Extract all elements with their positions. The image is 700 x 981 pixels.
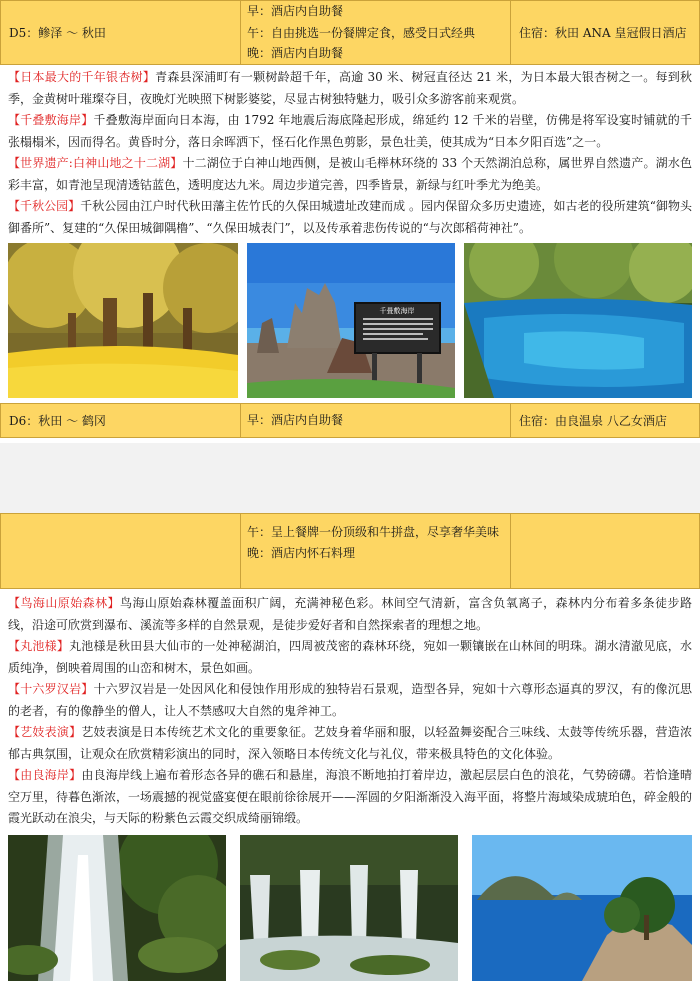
- spot-paragraph: [8, 67, 692, 110]
- blue-pond-photo: [464, 243, 692, 398]
- day6-lunch: 午：呈上餐牌一份顶级和牛拼盘，尽享奢华美味: [247, 525, 500, 539]
- day6-route: D6：秋田 ～ 鹤冈: [1, 404, 241, 437]
- spot-paragraph: [8, 153, 692, 196]
- spot-title: 【千叠敷海岸】: [8, 113, 94, 127]
- spot-text: 由良海岸线上遍布着形态各异的礁石和悬崖，海浪不断地拍打着岸边，激起层层白色的浪花，气势磅礴。若恰逢晴空万里，待暮色渐浓，一场震撼的视觉盛宴便在眼前徐徐展开——浑圆的夕阳渐渐没入海平面，将整片海域染成琥珀色，碎金般的霞光跃动在浪尖，与天际的粉紫色云霞交织成绮丽锦缎。: [8, 768, 693, 825]
- day5-hotel: 住宿：秋田 ANA 皇冠假日酒店: [519, 26, 687, 40]
- spot-text: 十六罗汉岩是一处因风化和侵蚀作用形成的独特岩石景观，造型各异，宛如十六尊形态逼真的罗汉，有的像沉思的老者，有的像静坐的僧人，让人不禁感叹大自然的鬼斧神工。: [8, 682, 692, 718]
- waterfall-photo: [8, 835, 226, 981]
- day6-itinerary-bar: [0, 403, 700, 438]
- spot-paragraph: [8, 636, 692, 679]
- day6-hotel: 住宿：由良温泉 八乙女酒店: [519, 414, 667, 428]
- spot-text: 丸池様是秋田县大仙市的一处神秘湖泊，四周被茂密的森林环绕，宛如一颗镶嵌在山林间的明珠。湖水清澈见底，水质纯净，倒映着周围的山峦和树木，景色如画。: [8, 639, 692, 675]
- spot-text: 青森县深浦町有一颗树龄超千年，高逾 30 米、树冠直径达 21 米，为日本最大银杏树之一。每到秋季，金黄树叶璀璨夺目，夜晚灯光映照下树影婆娑，尽显古树独特魅力，吸引众多游客前来观赏。: [8, 70, 692, 106]
- yura-coast-photo: [472, 835, 692, 981]
- day6-continued-bar: [0, 513, 700, 589]
- ginkgo-tree-photo: [8, 243, 238, 398]
- spot-paragraph: [8, 110, 692, 153]
- spot-text: 千叠敷海岸面向日本海，由 1792 年地震后海底隆起形成，绵延约 12 千米的岩壁，仿佛是将军设宴时铺就的千张榻榻米，因而得名。黄昏时分，落日余晖洒下，怪石化作黑色剪影，景色壮美，使其成为“日本夕阳百选”之一。: [8, 113, 692, 149]
- day6-continued-route: [1, 514, 241, 588]
- spot-text: 十二湖位于白神山地西侧，是被山毛榉林环绕的 33 个天然湖泊总称，属世界自然遗产。湖水色彩丰富，如青池呈现清透钴蓝色，透明度达九米。周边步道完善，四季皆景，新绿与红叶季尤为绝美。: [8, 156, 692, 192]
- day6-description: [0, 589, 700, 830]
- day5-breakfast: 早：酒店内自助餐: [247, 4, 344, 18]
- day5-dinner: 晚：酒店内自助餐: [247, 46, 344, 60]
- day5-photo-row: [0, 243, 700, 398]
- spot-title: 【鸟海山原始森林】: [8, 596, 120, 610]
- spot-paragraph: [8, 196, 692, 239]
- spot-title: 【艺妓表演】: [8, 725, 82, 739]
- day6-dinner: 晚：酒店内怀石料理: [247, 546, 356, 560]
- page-one: [0, 0, 700, 443]
- day5-itinerary-bar: [0, 0, 700, 65]
- day6-photo-row: [0, 835, 700, 981]
- spot-paragraph: [8, 679, 692, 722]
- spot-title: 【丸池様】: [8, 639, 70, 653]
- spot-text: 艺妓表演是日本传统艺术文化的重要象征。艺妓身着华丽和服，以轻盈舞姿配合三味线、太鼓等传统乐器，营造浓郁古典氛围，让观众在欣赏精彩演出的同时，深入领略日本传统文化与礼仪，带来极具特色的文化体验。: [8, 725, 692, 761]
- info-sign-text: 千畳敷海岸: [379, 307, 415, 315]
- spot-paragraph: [8, 765, 692, 830]
- spot-title: 【世界遗产:白神山地之十二湖】: [8, 156, 183, 170]
- coast-rocks-photo: [247, 243, 455, 398]
- day5-route: D5：鲹泽 ～ 秋田: [1, 1, 241, 64]
- page-two: [0, 513, 700, 981]
- day5-description: [0, 65, 700, 239]
- day6-breakfast: 早：酒店内自助餐: [241, 404, 511, 437]
- spot-title: 【十六罗汉岩】: [8, 682, 94, 696]
- spot-paragraph: [8, 593, 692, 636]
- spot-title: 【日本最大的千年银杏树】: [8, 70, 156, 84]
- day5-meals: [241, 1, 511, 64]
- spot-paragraph: [8, 722, 692, 765]
- page-separator: [0, 443, 700, 513]
- day6-continued-meals: [241, 514, 511, 588]
- spot-text: 千秋公园由江户时代秋田藩主佐竹氏的久保田城遗址改建而成 。园内保留众多历史遗迹，如古老的役所建筑“御物头御番所”、复建的“久保田城御隅橹”、“久保田城表门”，以及传承着悲伤传说的“与次郎稻荷神社”。: [8, 199, 692, 235]
- cascade-photo: [240, 835, 458, 981]
- spot-title: 【千秋公园】: [8, 199, 81, 213]
- day6-continued-hotel: [511, 514, 699, 588]
- spot-title: 【由良海岸】: [8, 768, 82, 782]
- day5-lunch: 午：自由挑选一份餐牌定食，感受日式经典: [247, 26, 476, 40]
- spot-text: 鸟海山原始森林覆盖面积广阔，充满神秘色彩。林间空气清新，富含负氧离子，森林内分布着多条徒步路线，沿途可欣赏到瀑布、溪流等多样的自然景观，是徒步爱好者和自然探索者的理想之地。: [8, 596, 692, 632]
